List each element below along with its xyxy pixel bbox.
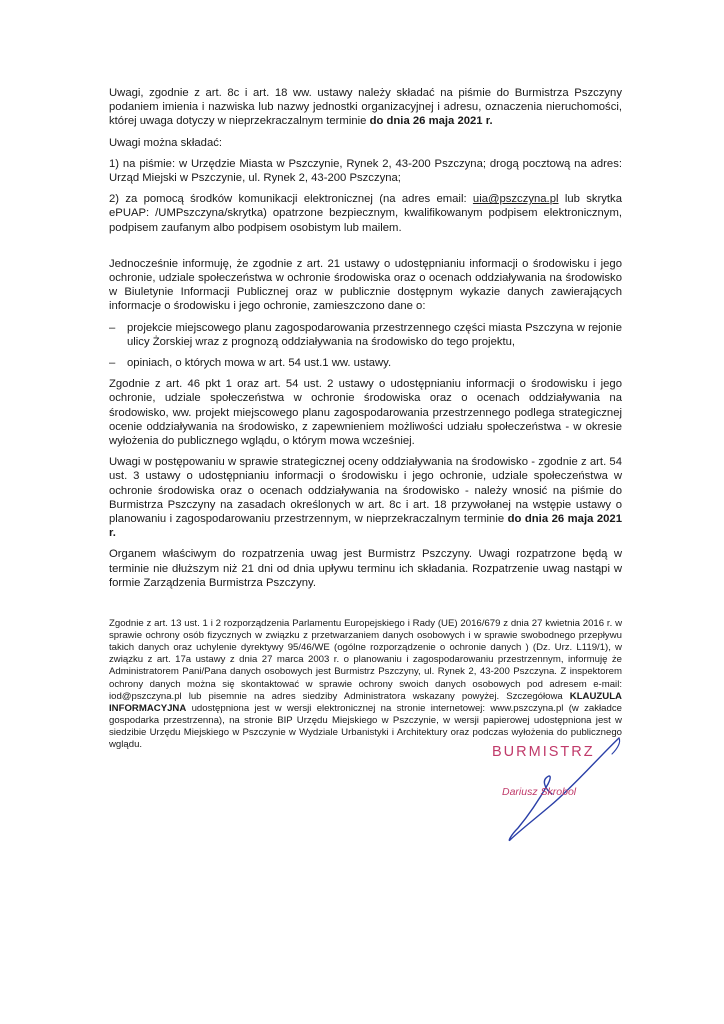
document-body — [109, 86, 622, 751]
list-item-plan — [109, 321, 622, 349]
list-item-opinions — [109, 356, 622, 370]
gdpr-text: Zgodnie z art. 13 ust. 1 i 2 rozporządzenia Parlamentu Europejskiego i Rady (UE) 2016/679 z dnia 27 kwietnia 2016 r. w sprawie ochrony osób fizycznych w związku z przetwarzaniem danych osobowych i w sprawie swobodnego przepływu takich danych oraz uchylenie dyrektywy 95/46/WE (ogólne rozporządzenie o ochronie danych ) (Dz. Urz. L119/1), w związku z art. 17a ustawy z dnia 27 marca 2003 r. o planowaniu i zagospodarowaniu przestrzennym, informuję że Administratorem Pani/Pana danych osobowych jest Burmistrz Pszczyny, ul. Rynek 2, 43-200 Pszczyna. Z inspektorem ochrony danych można się skontaktować w sprawie ochrony swoich danych osobowych pod adresem e-mail: iod@pszczyna.pl lub pisemnie na adres siedziby Administratora wskazany powyżej. Szczegółowa — [109, 618, 622, 702]
option-2-text-rest: lub skrytka ePUAP: /UMPszczyna/skrytka) opatrzone bezpiecznym, kwalifikowanym podpisem elektronicznym, podpisem zaufanym albo podpisem osobistym lub mailem. — [109, 193, 622, 234]
deadline-date: do dnia 26 maja 2021 r. — [369, 115, 493, 128]
dash-bullet: – — [109, 321, 116, 334]
gdpr-text-rest: udostępniona jest w wersji elektronicznej na stronie internetowej: www.pszczyna.pl (w zakładce gospodarka przestrzenna), na stronie BIP Urzędu Miejskiego w Pszczynie, w wersji papierowej udostępniona jest w siedzibie Urzędu Miejskiego w Pszczynie w Wydziale Urbanistyki i Architektury oraz podczas wyłożenia do publicznego wglądu. — [109, 702, 622, 751]
stamp-title: BURMISTRZ — [492, 744, 595, 760]
assessment-comments-text: Uwagi w postępowaniu w sprawie strategicznej oceny oddziaływania na środowisko - zgodnie z art. 54 ust. 3 ustawy o udostępnianiu informacji o środowisku i jego ochronie, udziale społeczeństwa w ochronie środowiska oraz o ocenach oddziaływania na środowisko - należy wnosić na piśmie do Burmistrza Pszczyny na zasadach określonych w art. 8c i art. 18 przywołanej na wstępie ustawy o planowaniu i zagospodarowaniu przestrzennym, w nieprzekraczalnym terminie — [109, 456, 622, 526]
email-link[interactable]: uia@pszczyna.pl — [472, 193, 559, 206]
dash-bullet: – — [109, 357, 116, 370]
list-item-opinions-text: opiniach, o których mowa w art. 54 ust.1 ww. ustawy. — [127, 357, 392, 370]
paragraph-option-1: 1) na piśmie: w Urzędzie Miasta w Pszczynie, Rynek 2, 43-200 Pszczyna; drogą pocztową na adres: Urząd Miejski w Pszczynie, ul. Rynek 2, 43-200 Pszczyna; — [109, 157, 622, 185]
paragraph-deadline — [109, 86, 622, 129]
stamp-name: Dariusz Skrobol — [502, 786, 577, 798]
paragraph-gdpr — [109, 618, 622, 751]
paragraph-environment-info: Jednocześnie informuję, że zgodnie z art. 21 ustawy o udostępnianiu informacji o środowisku i jego ochronie, udziale społeczeństwa w ochronie środowiska oraz o ocenach oddziaływania na środowisko w Biuletynie Informacji Publicznej oraz w publicznie dostępnym wykazie danych zawierających informacje o środowisku i jego ochronie, zamieszczono dane o: — [109, 257, 622, 313]
paragraph-option-2 — [109, 192, 622, 235]
gdpr-clause-label: KLAUZULA INFORMACYJNA — [109, 690, 622, 714]
assessment-deadline-date: do dnia 26 maja 2021 r. — [109, 513, 622, 540]
paragraph-how-to-submit: Uwagi można składać: — [109, 136, 223, 149]
paragraph-competent-authority: Organem właściwym do rozpatrzenia uwag jest Burmistrz Pszczyny. Uwagi rozpatrzone będą w terminie nie dłuższym niż 21 dni od dnia upływu terminu ich składania. Rozpatrzenie uwag nastąpi w formie Zarządzenia Burmistrza Pszczyny. — [109, 548, 622, 589]
paragraph-strategic-assessment: Zgodnie z art. 46 pkt 1 oraz art. 54 ust. 2 ustawy o udostępnianiu informacji o środowisku i jego ochronie, udziale społeczeństwa w ochronie środowiska oraz o ocenach oddziaływania na środowisko, ww. projekt miejscowego planu zagospodarowania przestrzennego podlega strategicznej ocenie oddziaływania na środowisko, z zapewnieniem możliwości udziału społeczeństwa - w okresie wyłożenia do publicznego wglądu, o którym mowa wcześniej. — [109, 378, 622, 448]
deadline-text: Uwagi, zgodnie z art. 8c i art. 18 ww. ustawy należy składać na piśmie do Burmistrza Pszczyny podaniem imienia i nazwiska lub nazwy jednostki organizacyjnej i adresu, oznaczenia nieruchomości, której uwaga dotyczy w nieprzekraczalnym terminie — [109, 87, 622, 128]
paragraph-assessment-comments — [109, 455, 622, 540]
gdpr-section — [109, 618, 622, 751]
option-2-text: 2) za pomocą środków komunikacji elektronicznej (na adres email: — [109, 193, 473, 206]
list-item-plan-text: projekcie miejscowego planu zagospodarowania przestrzennego części miasta Pszczyna w rejonie ulicy Żorskiej wraz z prognozą oddziaływania na środowisko do tego projektu, — [127, 321, 622, 348]
